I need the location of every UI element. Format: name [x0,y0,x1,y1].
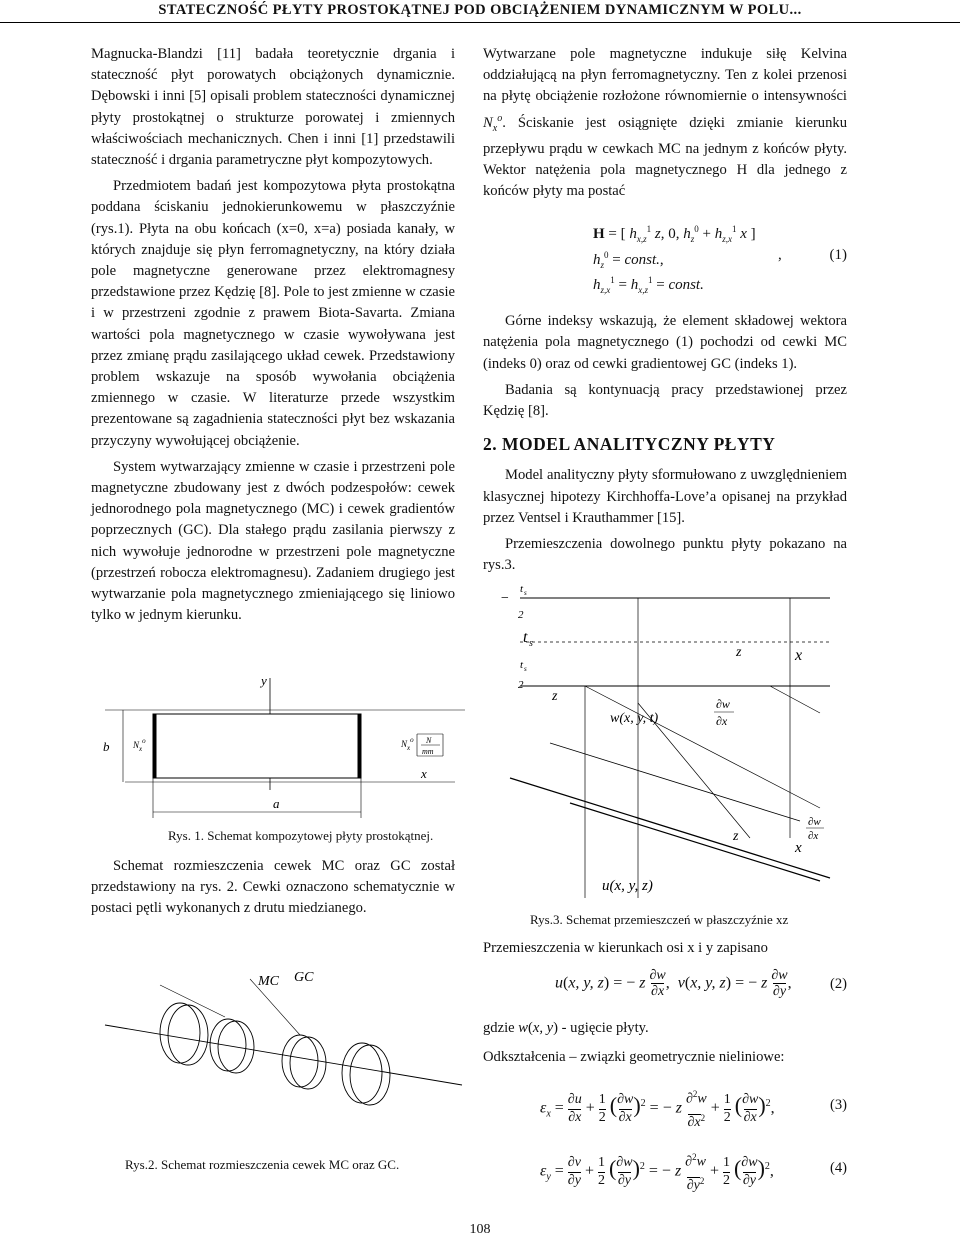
figure-1-caption: Rys. 1. Schemat kompozytowej płyty prostokątnej. [168,828,434,843]
svg-text:t: t [523,629,528,646]
svg-text:2: 2 [518,679,524,691]
fig2-gc-label: GC [294,970,314,985]
paragraph: Przedmiotem badań jest kompozytowa płyta prostokątna poddana ściskaniu jednokierunkowemu w płaszczyźnie (rys.1). Płyta na obu końcach (x=0, x=a) posiada kanały, w których znajduje się płyn ferromagnetyczny, na który działa pole magnetyczne generowane przez elektromagnesy przedstawione przez Kędzię [8]. Pole to jest zmienne w czasie i w przestrzeni zgodnie z prawem Biota-Savarta. Zmiana wartości pola magnetycznego w czasie wywoływana jest przez zmianę prądu zasilającego układ cewek. Przedstawiony problem wskazuje na sposób wywołania obciążenia zmiennego w czasie. W literaturze przede wszystkim prezentowane są zagadnienia stateczności płyt bez wskazania przyczyny wywołującej obciążenie. [91,178,455,449]
svg-text:2: 2 [518,609,524,621]
left-column-bottom [91,856,455,925]
right-column-bottom [483,938,847,964]
svg-text:s: s [524,665,527,673]
svg-text:z: z [733,829,739,844]
svg-text:u(x, y, z): u(x, y, z) [602,878,653,894]
equation-4: $\varepsilon_y = \frac{\partial v}{\partial y} + 1$ 2 $(\frac{\partial w}{\partial y})^2$ = − z ∂$^2$w $\partial y^2 + 1$ 2 $(\frac{\partial w}{\partial y})^2$, (4) [540,1152,847,1194]
paragraph: gdzie w(x, y) - ugięcie płyty. [483,1020,649,1036]
svg-text:∂w: ∂w [716,697,730,711]
fig1-a-label: a [273,796,280,811]
fig1-x-label: x [421,766,427,781]
fig2-mc-label: MC [258,974,279,989]
svg-text:∂x: ∂x [716,714,728,728]
svg-text:Nxo: $N_x^o$ [133,737,146,753]
svg-text:−: − [500,591,510,606]
paragraph: Przemieszczenia dowolnego punktu płyty pokazano na rys.3. [483,536,847,574]
paragraph: Przemieszczenia w kierunkach osi x i y zapisano [483,940,768,956]
svg-text:w(x, y, t): w(x, y, t) [610,711,659,726]
paragraph: Badania są kontynuacją pracy przedstawionej przez Kędzię [8]. [483,381,847,419]
svg-text:z: z [552,689,558,704]
right-column-bottom-2 [483,1018,847,1073]
figure-1-plate-schematic [95,670,465,820]
paragraph: System wytwarzający zmienne w czasie i przestrzeni pole magnetyczne zbudowany jest z dwóch podzespołów: cewek jednorodnego pola magnetycznego (MC) i cewek gradientów poprzecznych (GC). Dla stałego prądu zasilania pierwszy z nich wywołuje jednorodne w przestrzeni pole magnetyczne (przestrzeń robocza elektromagnesu). Zadaniem drugiego jest wytwarzanie pola magnetycznego zmieniającego się liniowo tylko w jednym kierunku. [91,458,455,624]
svg-text:z: z [736,645,742,660]
figure-2-coil-schematic [100,965,470,1155]
paragraph: Magnucka-Blandzi [11] badała teoretycznie drgania i stateczność płyt porowatych obciążonych dynamicznie. Dębowski i inni [5] opisali problem stateczności dynamicznej płyty prostokątnej o strukturze porowatej i zmiennych właściwościach mechanicznych. Chen i inni [1] przedstawili stateczność i drgania parametryczne płyt kompozytowych. [91,46,455,169]
svg-text:t: t [520,583,524,595]
svg-text:x: x [795,647,803,664]
fig1-y-label: y [261,673,267,688]
svg-text:∂w: ∂w [808,816,821,828]
svg-text:Nxo: $N_x^o$ [401,736,414,752]
fig1-b-label: b [103,739,110,754]
svg-text:s: s [529,638,533,649]
figure-2-caption: Rys.2. Schemat rozmieszczenia cewek MC oraz GC. [125,1157,400,1172]
left-column [91,44,455,631]
svg-text:mm: mm [422,747,434,756]
paragraph: Wytwarzane pole magnetyczne indukuje siłę Kelvina oddziałującą na płyn ferromagnetyczny. Ten z kolei przenosi na płytę obciążenie rozłożone równomiernie o intensywności $N_x^o$. Ściskanie jest osiągnięte dzięki zmianie kierunku przepływu prądu w cewkach MC na jednym z końców płyty. Wektor natężenia pola magnetycznego H dla jednego z końców płyty ma postać [483,46,847,199]
equation-3: $\varepsilon_x = \frac{\partial u}{\partial x} + 1$ 2 $(\frac{\partial w}{\partial x})^2$ = − z ∂$^2$w $\partial x^2 + 1$ 2 $(\frac{\partial w}{\partial x})^2$, (3) [540,1089,847,1131]
paragraph: Górne indeksy wskazują, że element składowej wektora natężenia pola magnetycznego (1) pochodzi od cewki MC (indeks 0) oraz od cewki gradientowej GC (indeks 1). [483,313,847,372]
paragraph: Schemat rozmieszczenia cewek MC oraz GC został przedstawiony na rys. 2. Cewki oznaczono schematycznie w postaci pętli wykonanych z drutu miedzianego. [91,858,455,917]
svg-text:N: N [426,736,432,745]
paragraph: Model analityczny płyty sformułowano z uwzględnieniem klasycznej hipotezy Kirchhoffa-Love’a opisanej na przykład przez Ventsel i Krauthammer [15]. [483,467,847,526]
right-column [483,44,847,581]
running-header: STATECZNOŚĆ PŁYTY PROSTOKĄTNEJ POD OBCIĄŻENIEM DYNAMICZNYM W POLU... [0,0,960,23]
svg-text:x: x [795,840,802,856]
figure-3-caption: Rys.3. Schemat przemieszczeń w płaszczyźnie xz [530,912,789,927]
paragraph: Odkształcenia – związki geometrycznie nieliniowe: [483,1049,785,1066]
equation-2: u(x, y, z) = − z $\frac{\partial w}{\partial x}$, v(x, y, z) = − z $\frac{\partial w}{\partial y}$, (2) [555,968,847,999]
figure-3-displacement-schematic [490,578,840,908]
svg-text:t: t [520,659,524,671]
svg-text:s: s [524,589,527,597]
page-number: 108 [469,1222,491,1237]
svg-text:∂x: ∂x [808,830,819,842]
section-heading: 2. MODEL ANALITYCZNY PŁYTY [483,434,776,455]
equation-1: H = [ $h_{x,z}^1$ z, 0, $h_z^0 + h_{z,x}^1$ x ] $h_z^0$ = const., , $h_{z,x}^1 = h_{x,z}^1$ = const. (1) [593,224,847,296]
